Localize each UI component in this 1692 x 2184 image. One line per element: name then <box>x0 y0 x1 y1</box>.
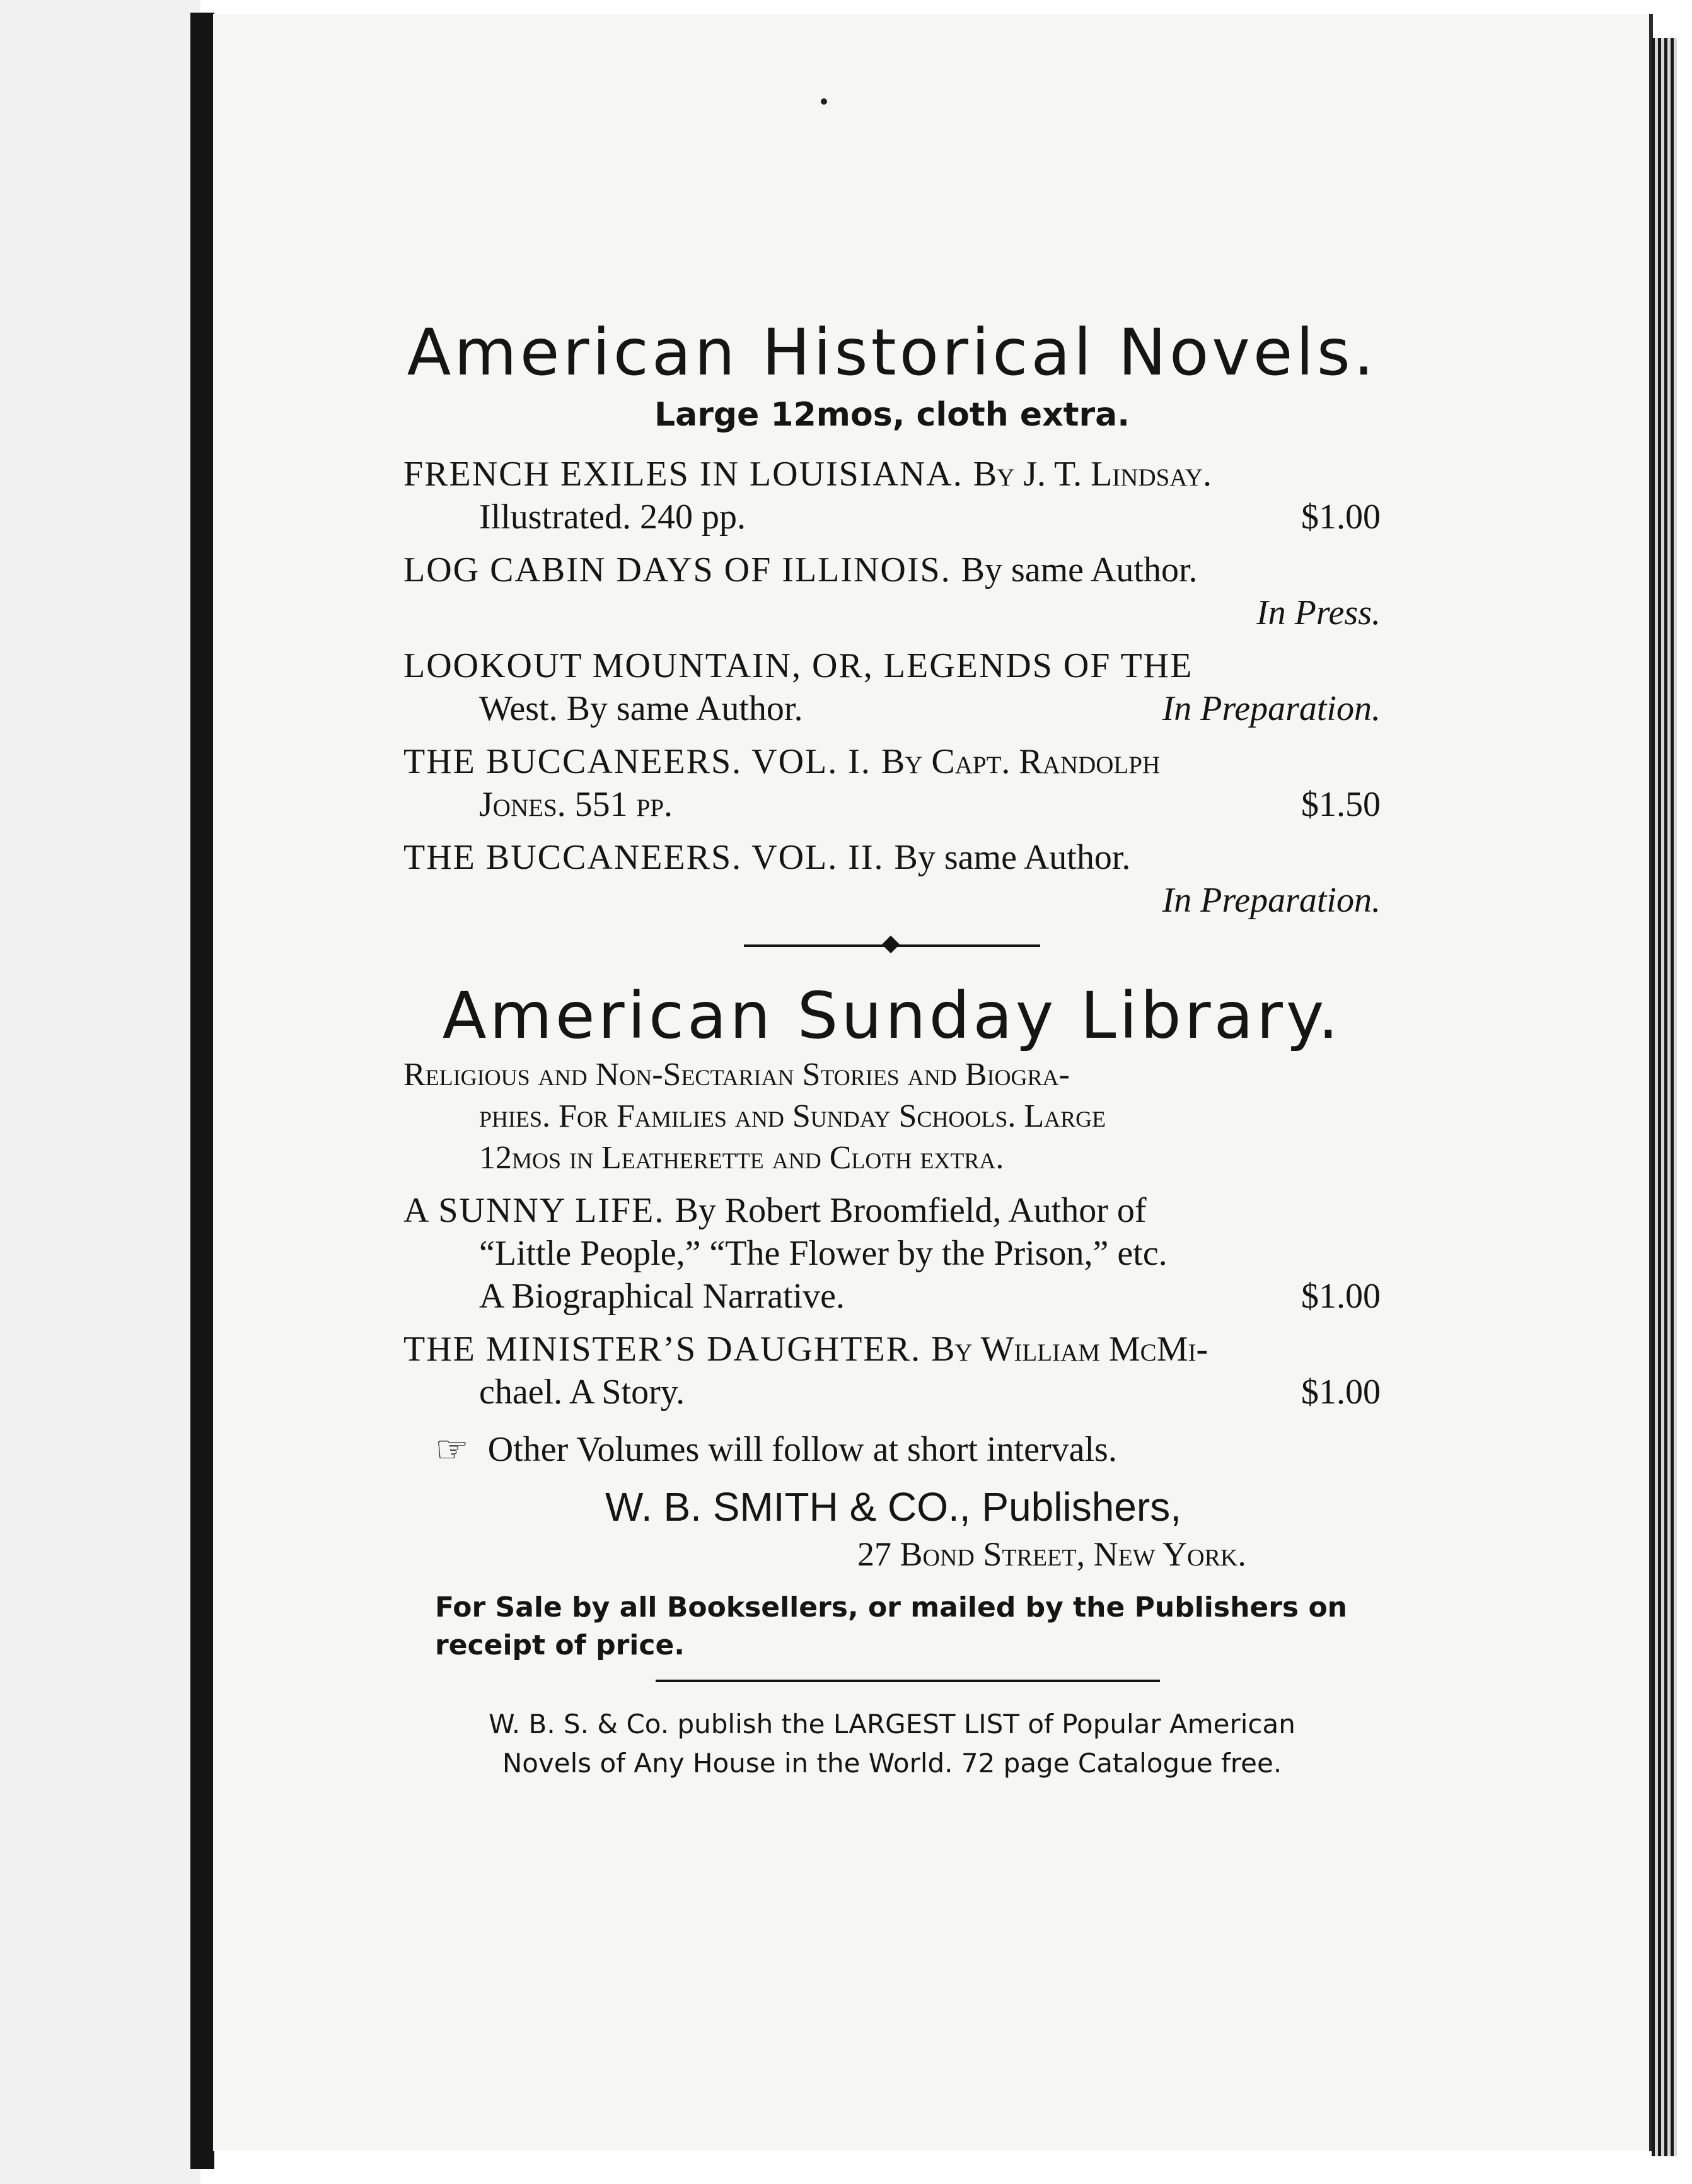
book-title: LOG CABIN DAYS OF ILLINOIS. <box>403 550 951 590</box>
book-title: LOOKOUT MOUNTAIN, OR, LEGENDS OF THE <box>403 646 1193 685</box>
book-detail-line <box>403 1275 1381 1318</box>
book-price: $1.50 <box>1301 785 1381 824</box>
left-page-leaf <box>0 0 200 2184</box>
book-price: $1.00 <box>1301 497 1381 537</box>
book-entry <box>403 453 1381 538</box>
horizontal-rule <box>656 1680 1160 1682</box>
description-line: 12mos in Leatherette and Cloth extra. <box>479 1140 1004 1176</box>
book-title: THE BUCCANEERS. VOL. I. <box>403 742 871 781</box>
book-entry <box>403 1189 1381 1318</box>
catalogue-line: W. B. S. & Co. publish the LARGEST LIST of Popular American <box>489 1709 1295 1740</box>
book-detail: Jones. 551 pp. <box>479 785 673 824</box>
ink-dot <box>821 98 827 105</box>
book-entry <box>403 740 1381 826</box>
book-title-line <box>403 836 1381 879</box>
page-content <box>403 315 1381 1783</box>
catalogue-notice <box>403 1705 1381 1783</box>
book-title: THE MINISTER’S DAUGHTER. <box>403 1330 922 1369</box>
book-detail-line <box>403 783 1381 826</box>
book-status: In Preparation. <box>1162 881 1381 920</box>
book-title: FRENCH EXILES IN LOUISIANA. <box>403 455 963 494</box>
book-detail-line <box>403 687 1381 730</box>
publisher-name: W. B. SMITH & CO., Publishers, <box>605 1484 1181 1530</box>
book-title: A SUNNY LIFE. <box>403 1191 665 1230</box>
book-author: By Robert Broomfield, Author of <box>675 1191 1147 1230</box>
book-title: THE BUCCANEERS. VOL. II. <box>403 838 884 877</box>
sale-notice: For Sale by all Booksellers, or mailed by the Publishers on receipt of price. <box>435 1591 1347 1661</box>
notice-line <box>435 1427 1381 1472</box>
book-title-line <box>403 740 1381 783</box>
section-title-historical: American Historical Novels. <box>407 315 1377 390</box>
book-entry <box>403 644 1381 730</box>
pointing-hand-icon: ☞ <box>435 1427 469 1472</box>
book-title-line <box>403 1328 1381 1371</box>
catalogue-line: Novels of Any House in the World. 72 page Catalogue free. <box>502 1748 1282 1779</box>
page-edges <box>1652 38 1677 2156</box>
book-author: By Capt. Randolph <box>881 742 1161 781</box>
book-detail: A Biographical Narrative. <box>479 1277 845 1316</box>
book-detail: chael. A Story. <box>479 1373 685 1412</box>
book-detail: Illustrated. 240 pp. <box>479 497 746 537</box>
book-status: In Press. <box>1256 593 1381 632</box>
book-detail-line <box>403 879 1381 922</box>
book-author: By William McMi- <box>931 1330 1208 1369</box>
book-author: By same Author. <box>961 550 1198 590</box>
book-author: By same Author. <box>894 838 1131 877</box>
book-detail: “Little People,” “The Flower by the Prison,” etc. <box>479 1234 1168 1273</box>
book-detail-line <box>403 1232 1381 1275</box>
description-line: phies. For Families and Sunday Schools. Large <box>479 1098 1106 1134</box>
book-title-line <box>403 644 1381 687</box>
book-title-line <box>403 453 1381 496</box>
book-detail-line <box>403 591 1381 634</box>
book-detail-line <box>403 1371 1381 1414</box>
book-detail-line <box>403 496 1381 538</box>
book-price: $1.00 <box>1301 1373 1381 1412</box>
book-entry <box>403 549 1381 634</box>
book-entry <box>403 836 1381 922</box>
book-spine <box>190 13 214 2169</box>
book-entry <box>403 1328 1381 1414</box>
section-title-sunday: American Sunday Library. <box>442 979 1342 1054</box>
book-title-line <box>403 1189 1381 1232</box>
book-title-line <box>403 549 1381 591</box>
section-description <box>403 1054 1381 1179</box>
diamond-ornament-icon <box>882 936 900 953</box>
ornamental-divider <box>744 944 1040 947</box>
notice-text: Other Volumes will follow at short intervals. <box>487 1430 1117 1469</box>
description-line: Religious and Non-Sectarian Stories and Biogra- <box>403 1057 1070 1093</box>
publisher-address: 27 Bond Street, New York. <box>857 1535 1246 1573</box>
book-detail: West. By same Author. <box>479 689 803 728</box>
book-status: In Preparation. <box>1162 689 1381 728</box>
section-subtitle-historical: Large 12mos, cloth extra. <box>654 396 1130 434</box>
book-price: $1.00 <box>1301 1277 1381 1316</box>
book-author: By J. T. Lindsay. <box>973 455 1212 494</box>
